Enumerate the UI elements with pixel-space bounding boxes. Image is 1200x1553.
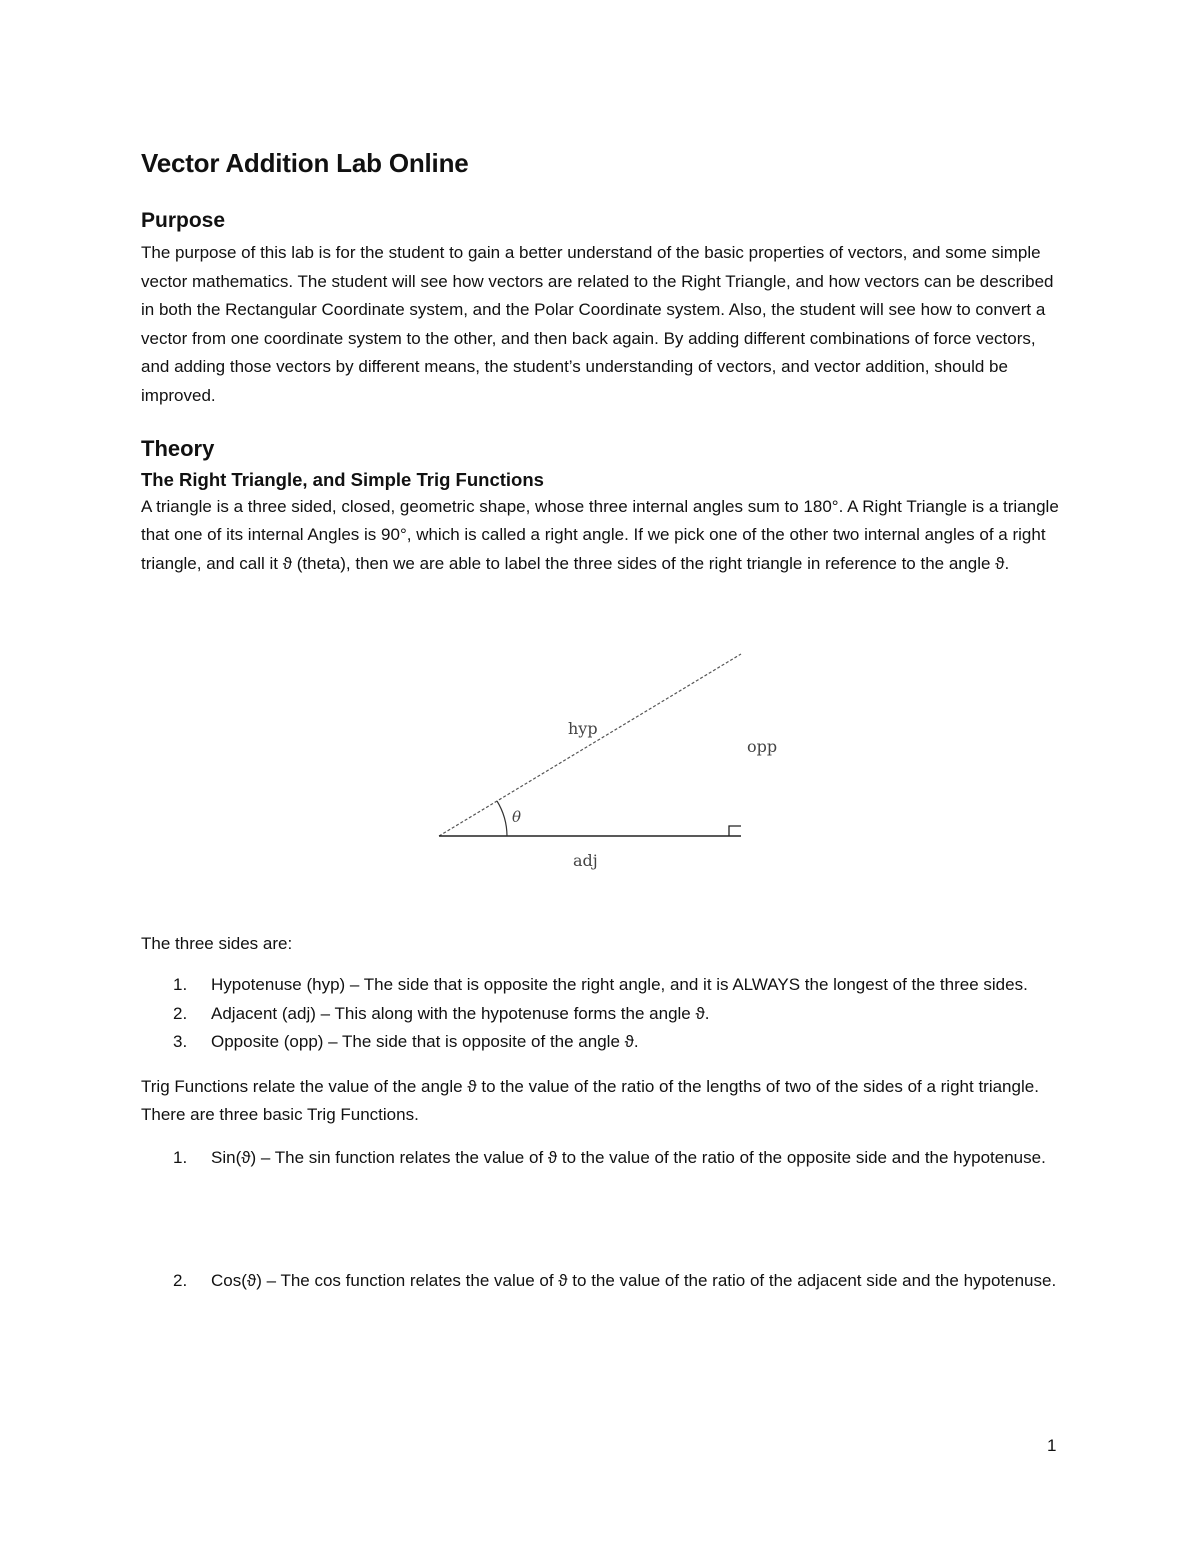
list-number: 1.	[173, 1147, 188, 1167]
list-item	[141, 1028, 1061, 1057]
list-item-text: Sin(ϑ) – The sin function relates the value of ϑ to the value of the ratio of the opposite side and the hypotenuse.	[211, 1147, 1046, 1167]
purpose-heading: Purpose	[141, 209, 226, 232]
list-number: 1.	[173, 974, 188, 994]
hyp-label: hyp	[568, 719, 598, 739]
list-number: 2.	[173, 1003, 188, 1023]
document-title: Vector Addition Lab Online	[141, 148, 469, 178]
list-item	[141, 1144, 1061, 1173]
list-item-text: Opposite (opp) – The side that is opposite of the angle ϑ.	[211, 1032, 639, 1052]
list-number: 3.	[173, 1032, 188, 1052]
sides-intro: The three sides are:	[141, 934, 293, 954]
adj-label: adj	[573, 851, 598, 871]
hypotenuse-line	[439, 654, 741, 836]
theory-heading: Theory	[141, 435, 215, 461]
theta-label: θ	[512, 808, 522, 827]
right-angle-marker	[729, 826, 741, 836]
list-item	[141, 971, 1061, 1000]
opp-label: opp	[747, 737, 778, 757]
page-content	[141, 146, 1061, 1295]
list-number: 2.	[173, 1270, 188, 1290]
right-triangle-subheading: The Right Triangle, and Simple Trig Functions	[141, 468, 544, 490]
theory-paragraph: A triangle is a three sided, closed, geometric shape, whose three internal angles sum to 180°. A Right Triangle is a triangle that one of its internal Angles is 90°, which is called a right angle. If we pick one of the other two internal angles of a right triangle, and call it ϑ (theta), then we are able to label the three sides of the right triangle in reference to the angle ϑ.	[141, 496, 1059, 573]
list-item	[141, 1267, 1061, 1296]
theta-arc	[497, 801, 507, 836]
right-triangle-figure	[141, 600, 1061, 900]
list-item-text: Adjacent (adj) – This along with the hypotenuse forms the angle ϑ.	[211, 1003, 710, 1023]
page-number: 1	[1047, 1436, 1057, 1455]
list-item-text: Hypotenuse (hyp) – The side that is opposite the right angle, and it is ALWAYS the longest of the three sides.	[211, 974, 1028, 994]
trig-intro: Trig Functions relate the value of the angle ϑ to the value of the ratio of the lengths of two of the sides of a right triangle. There are three basic Trig Functions.	[141, 1076, 1039, 1125]
list-item	[141, 1000, 1061, 1029]
right-triangle-diagram	[141, 600, 1061, 900]
trig-functions-list	[141, 1144, 1061, 1295]
list-item-text: Cos(ϑ) – The cos function relates the value of ϑ to the value of the ratio of the adjacent side and the hypotenuse.	[211, 1270, 1057, 1290]
sides-list	[141, 971, 1061, 1057]
purpose-paragraph: The purpose of this lab is for the student to gain a better understand of the basic properties of vectors, and some simple vector mathematics. The student will see how vectors are related to the Right Triangle, and how vectors can be described in both the Rectangular Coordinate system, and the Polar Coordinate system. Also, the student will see how to convert a vector from one coordinate system to the other, and then back again. By adding different combinations of force vectors, and adding those vectors by different means, the student’s understanding of vectors, and vector addition, should be improved.	[141, 243, 1054, 405]
